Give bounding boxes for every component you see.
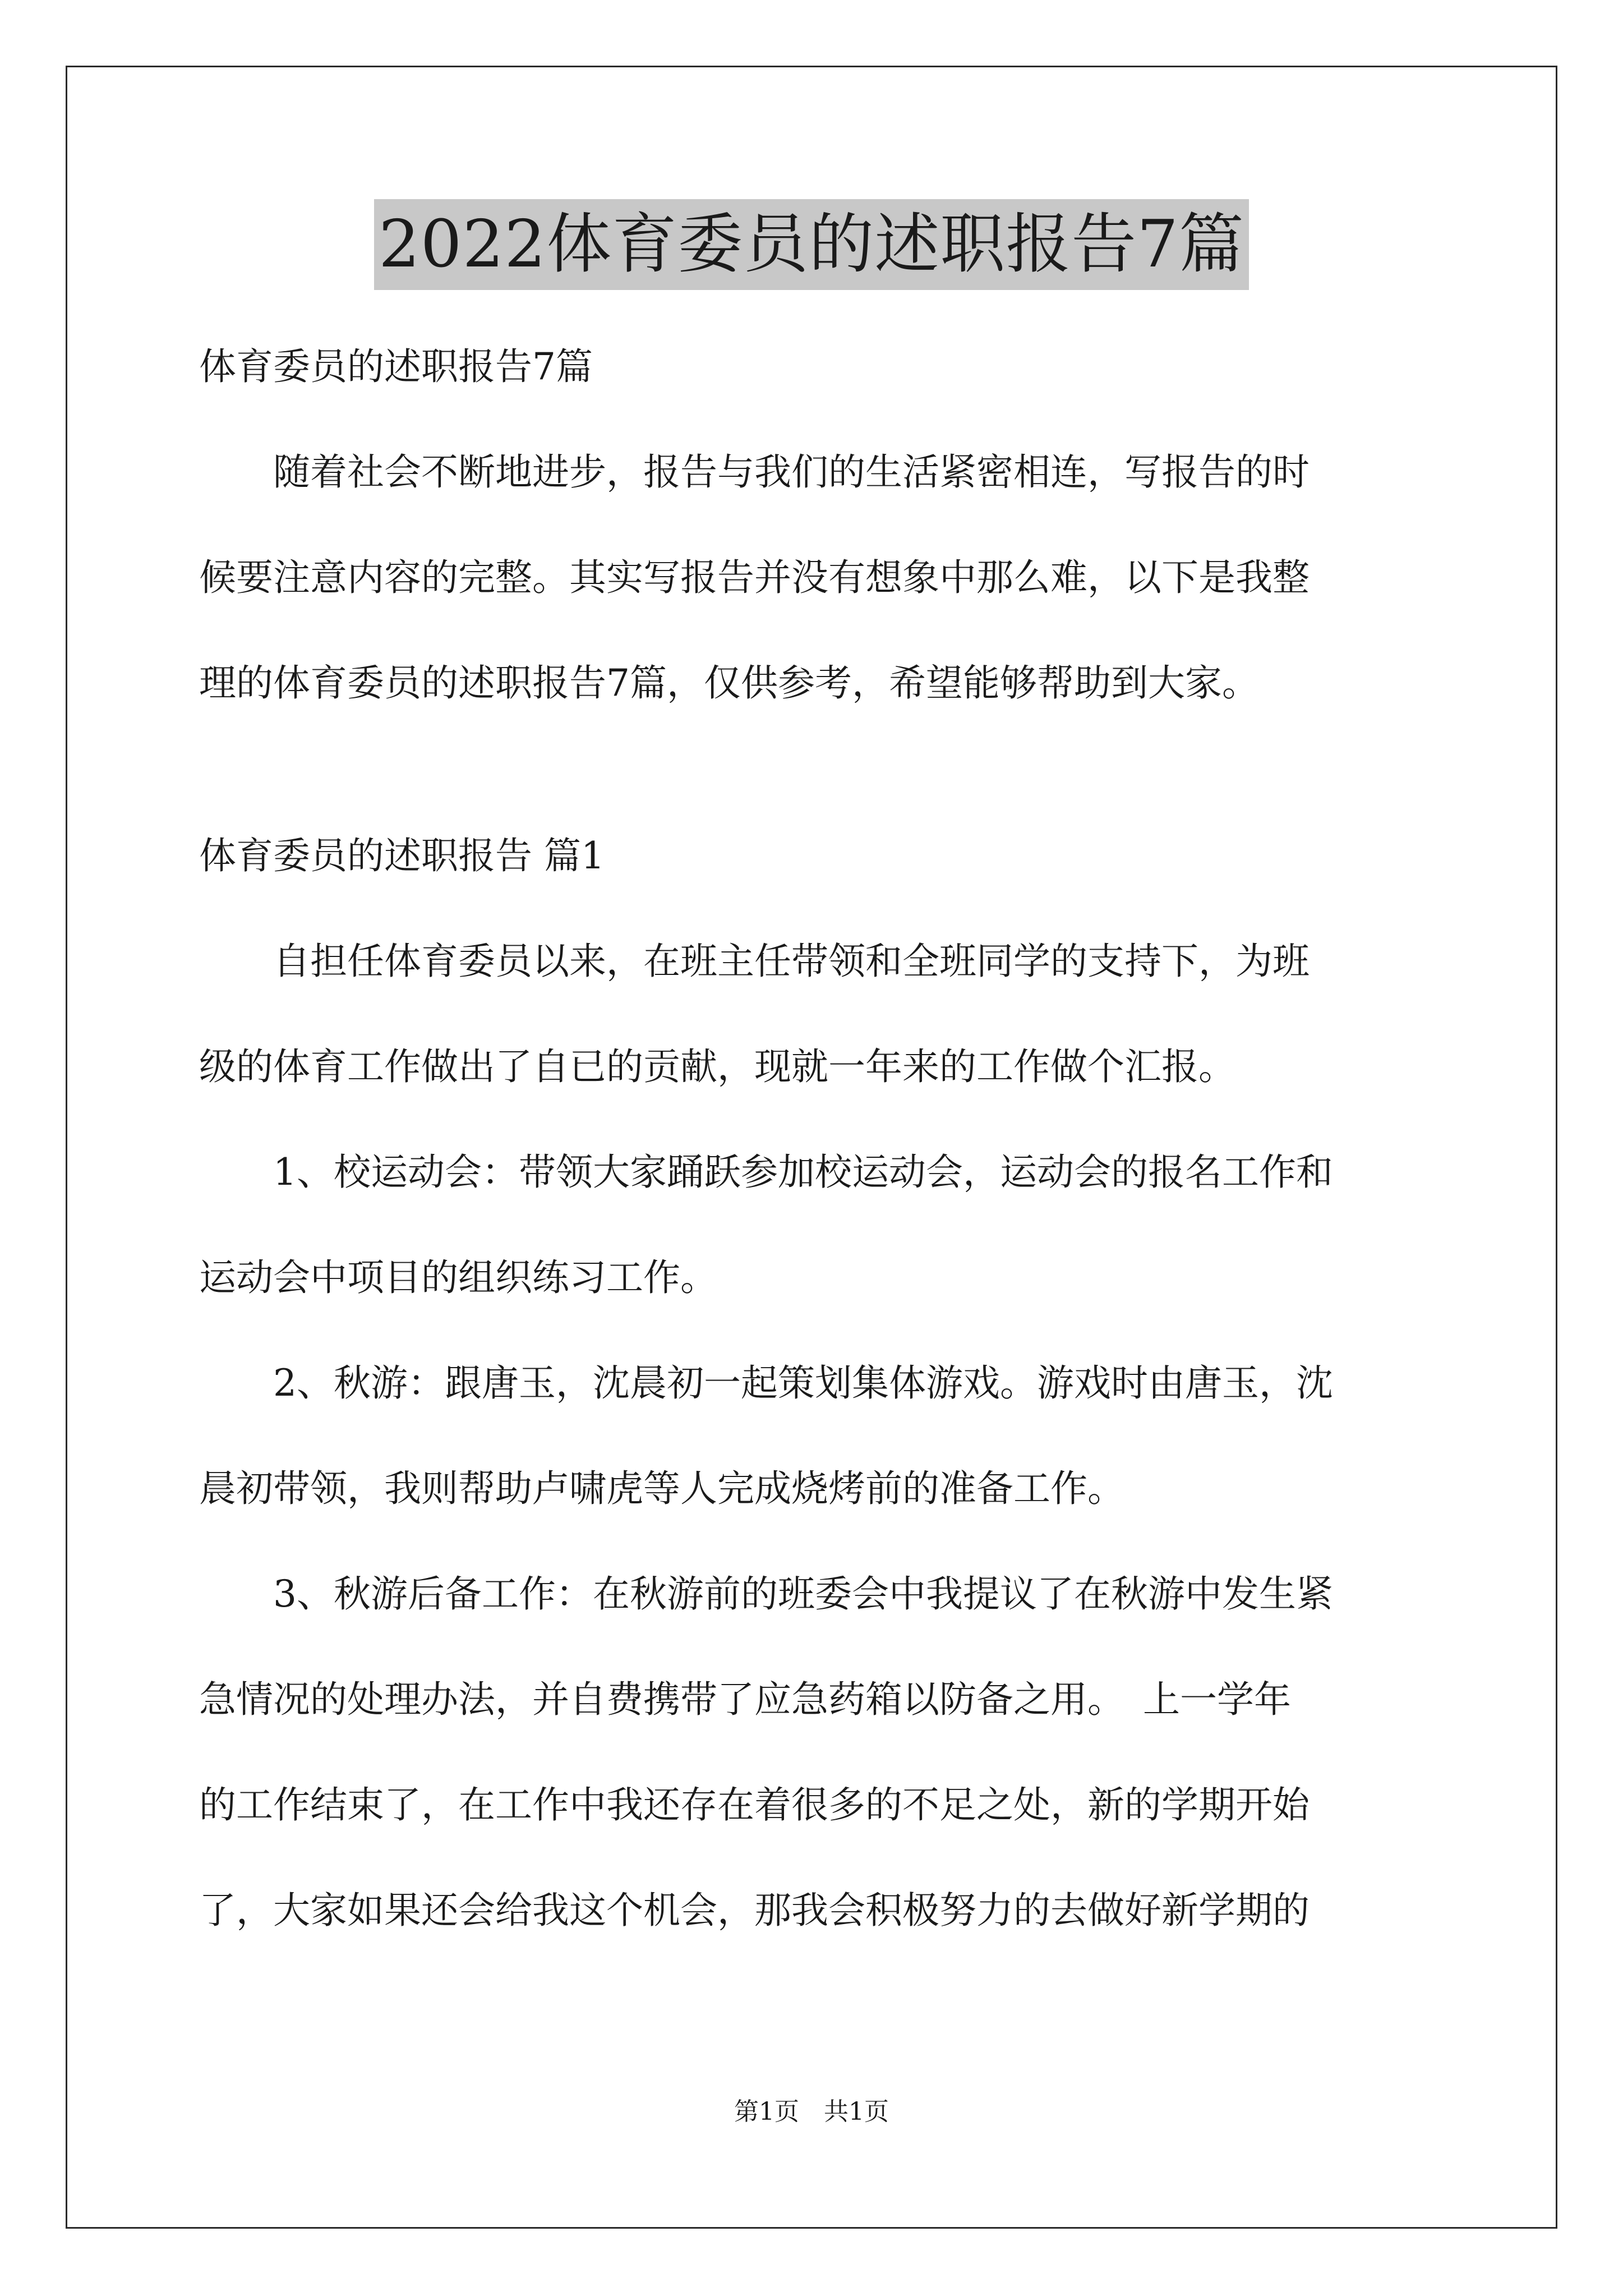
subtitle-line: 体育委员的述职报告7篇 [199, 345, 593, 388]
intro-paragraph-line: 随着社会不断地进步，报告与我们的生活紧密相连，写报告的时 [273, 450, 1310, 494]
intro-paragraph-line: 理的体育委员的述职报告7篇，仅供参考，希望能够帮助到大家。 [199, 661, 1259, 705]
title-block [0, 199, 1623, 290]
section-heading: 体育委员的述职报告 篇1 [199, 834, 605, 877]
document-body [199, 314, 1433, 1963]
page-number-footer: 第1页 共1页 [734, 2097, 889, 2126]
body-paragraph-line: 2、秋游：跟唐玉，沈晨初一起策划集体游戏。游戏时由唐玉，沈 [273, 1361, 1333, 1405]
section-gap [199, 736, 1433, 803]
body-paragraph-line: 急情况的处理办法，并自费携带了应急药箱以防备之用。 上一学年 [199, 1678, 1291, 1721]
body-paragraph-line: 级的体育工作做出了自已的贡献，现就一年来的工作做个汇报。 [199, 1045, 1235, 1088]
body-paragraph-line: 自担任体育委员以来，在班主任带领和全班同学的支持下，为班 [273, 940, 1310, 983]
body-paragraph-line: 了，大家如果还会给我这个机会，那我会积极努力的去做好新学期的 [199, 1889, 1310, 1932]
document-title: 2022体育委员的述职报告7篇 [374, 199, 1249, 290]
intro-paragraph-line: 候要注意内容的完整。其实写报告并没有想象中那么难，以下是我整 [199, 556, 1310, 599]
body-paragraph-line: 运动会中项目的组织练习工作。 [199, 1256, 717, 1299]
body-paragraph-line: 晨初带领，我则帮助卢啸虎等人完成烧烤前的准备工作。 [199, 1467, 1124, 1510]
body-paragraph-line: 3、秋游后备工作：在秋游前的班委会中我提议了在秋游中发生紧 [273, 1572, 1333, 1616]
body-paragraph-line: 的工作结束了，在工作中我还存在着很多的不足之处，新的学期开始 [199, 1783, 1310, 1826]
body-paragraph-line: 1、校运动会：带领大家踊跃参加校运动会，运动会的报名工作和 [273, 1151, 1333, 1194]
